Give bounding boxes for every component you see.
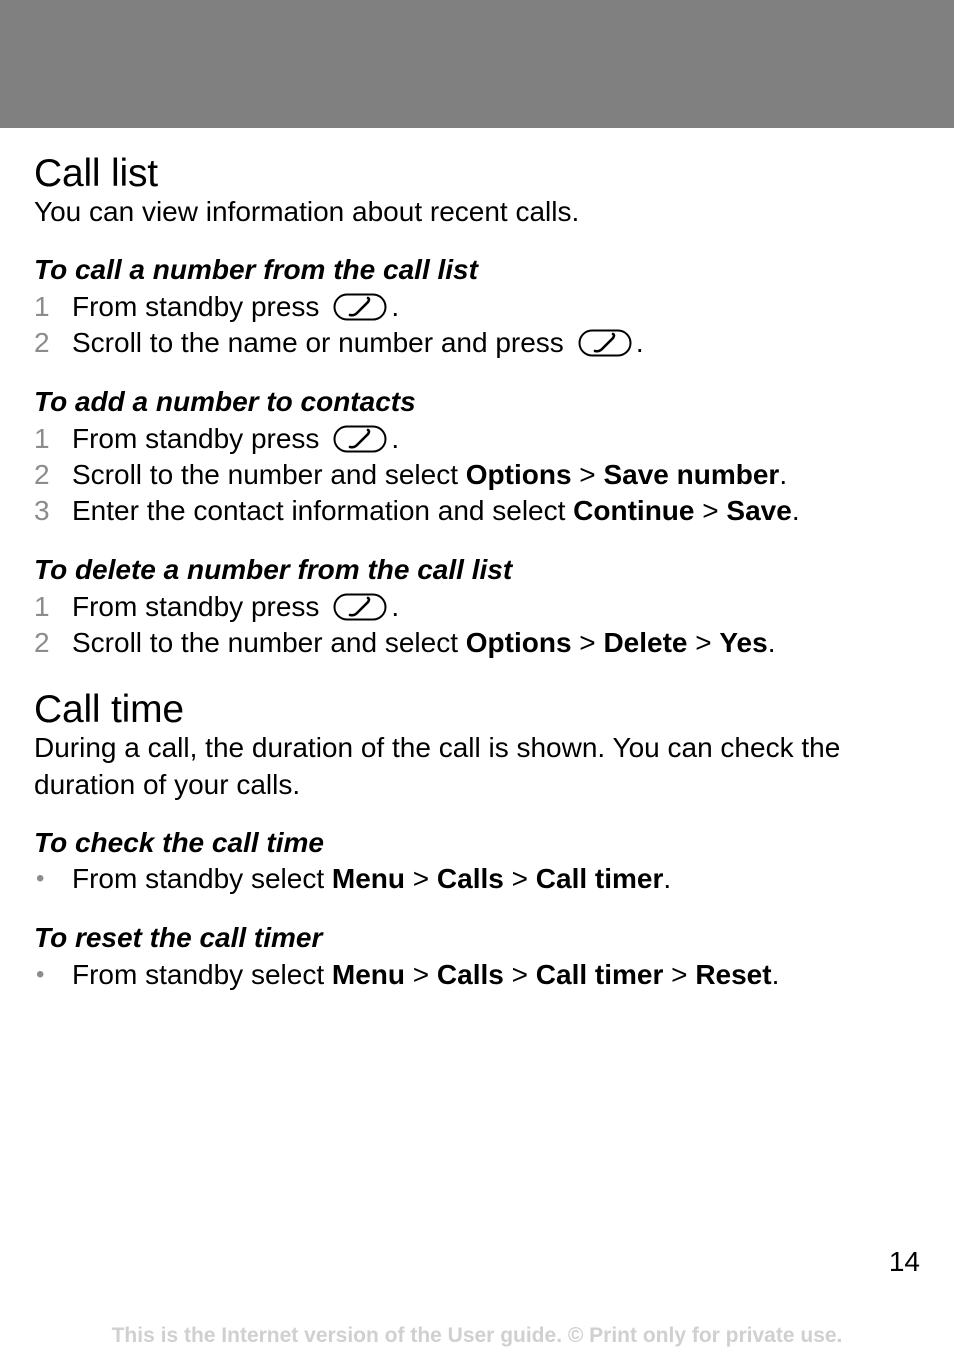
step-text: From standby select Menu > Calls > Call timer > Reset. <box>72 959 780 990</box>
call-key-icon <box>333 425 387 453</box>
procedure-title: To add a number to contacts <box>34 386 416 417</box>
call-key-icon <box>333 293 387 321</box>
step-number: 2 <box>34 459 50 490</box>
step-text: Scroll to the name or number and press . <box>72 327 644 358</box>
page-number: 14 <box>888 1246 920 1277</box>
bullet-icon: • <box>36 961 45 988</box>
procedure-title: To check the call time <box>34 827 324 858</box>
header-band <box>0 0 954 128</box>
call-key-icon <box>578 329 632 357</box>
procedure-title: To delete a number from the call list <box>34 554 513 585</box>
step-number: 1 <box>34 423 50 454</box>
step-number: 2 <box>34 327 50 358</box>
step-number: 1 <box>34 291 50 322</box>
section-heading-call-time: Call time <box>34 688 184 731</box>
call-key-icon <box>333 593 387 621</box>
step-number: 1 <box>34 591 50 622</box>
section-heading-call-list: Call list <box>34 152 158 195</box>
step-text: Scroll to the number and select Options > Save number. <box>72 459 788 490</box>
step-text: From standby select Menu > Calls > Call timer. <box>72 863 672 894</box>
step-text: Scroll to the number and select Options > Delete > Yes. <box>72 627 776 658</box>
step-number: 2 <box>34 627 50 658</box>
footer-notice: This is the Internet version of the User guide. © Print only for private use. <box>111 1324 843 1347</box>
step-text: From standby press . <box>72 291 400 322</box>
step-text: From standby press . <box>72 423 400 454</box>
step-text: From standby press . <box>72 591 400 622</box>
section-intro-call-list: You can view information about recent calls. <box>34 196 580 227</box>
bullet-icon: • <box>36 865 45 892</box>
section-intro-call-time: During a call, the duration of the call is shown. You can check the duration of your calls. <box>34 732 841 800</box>
procedure-title: To reset the call timer <box>34 922 323 953</box>
step-number: 3 <box>34 495 50 526</box>
procedure-title: To call a number from the call list <box>34 254 478 285</box>
step-text: Enter the contact information and select Continue > Save. <box>72 495 800 526</box>
